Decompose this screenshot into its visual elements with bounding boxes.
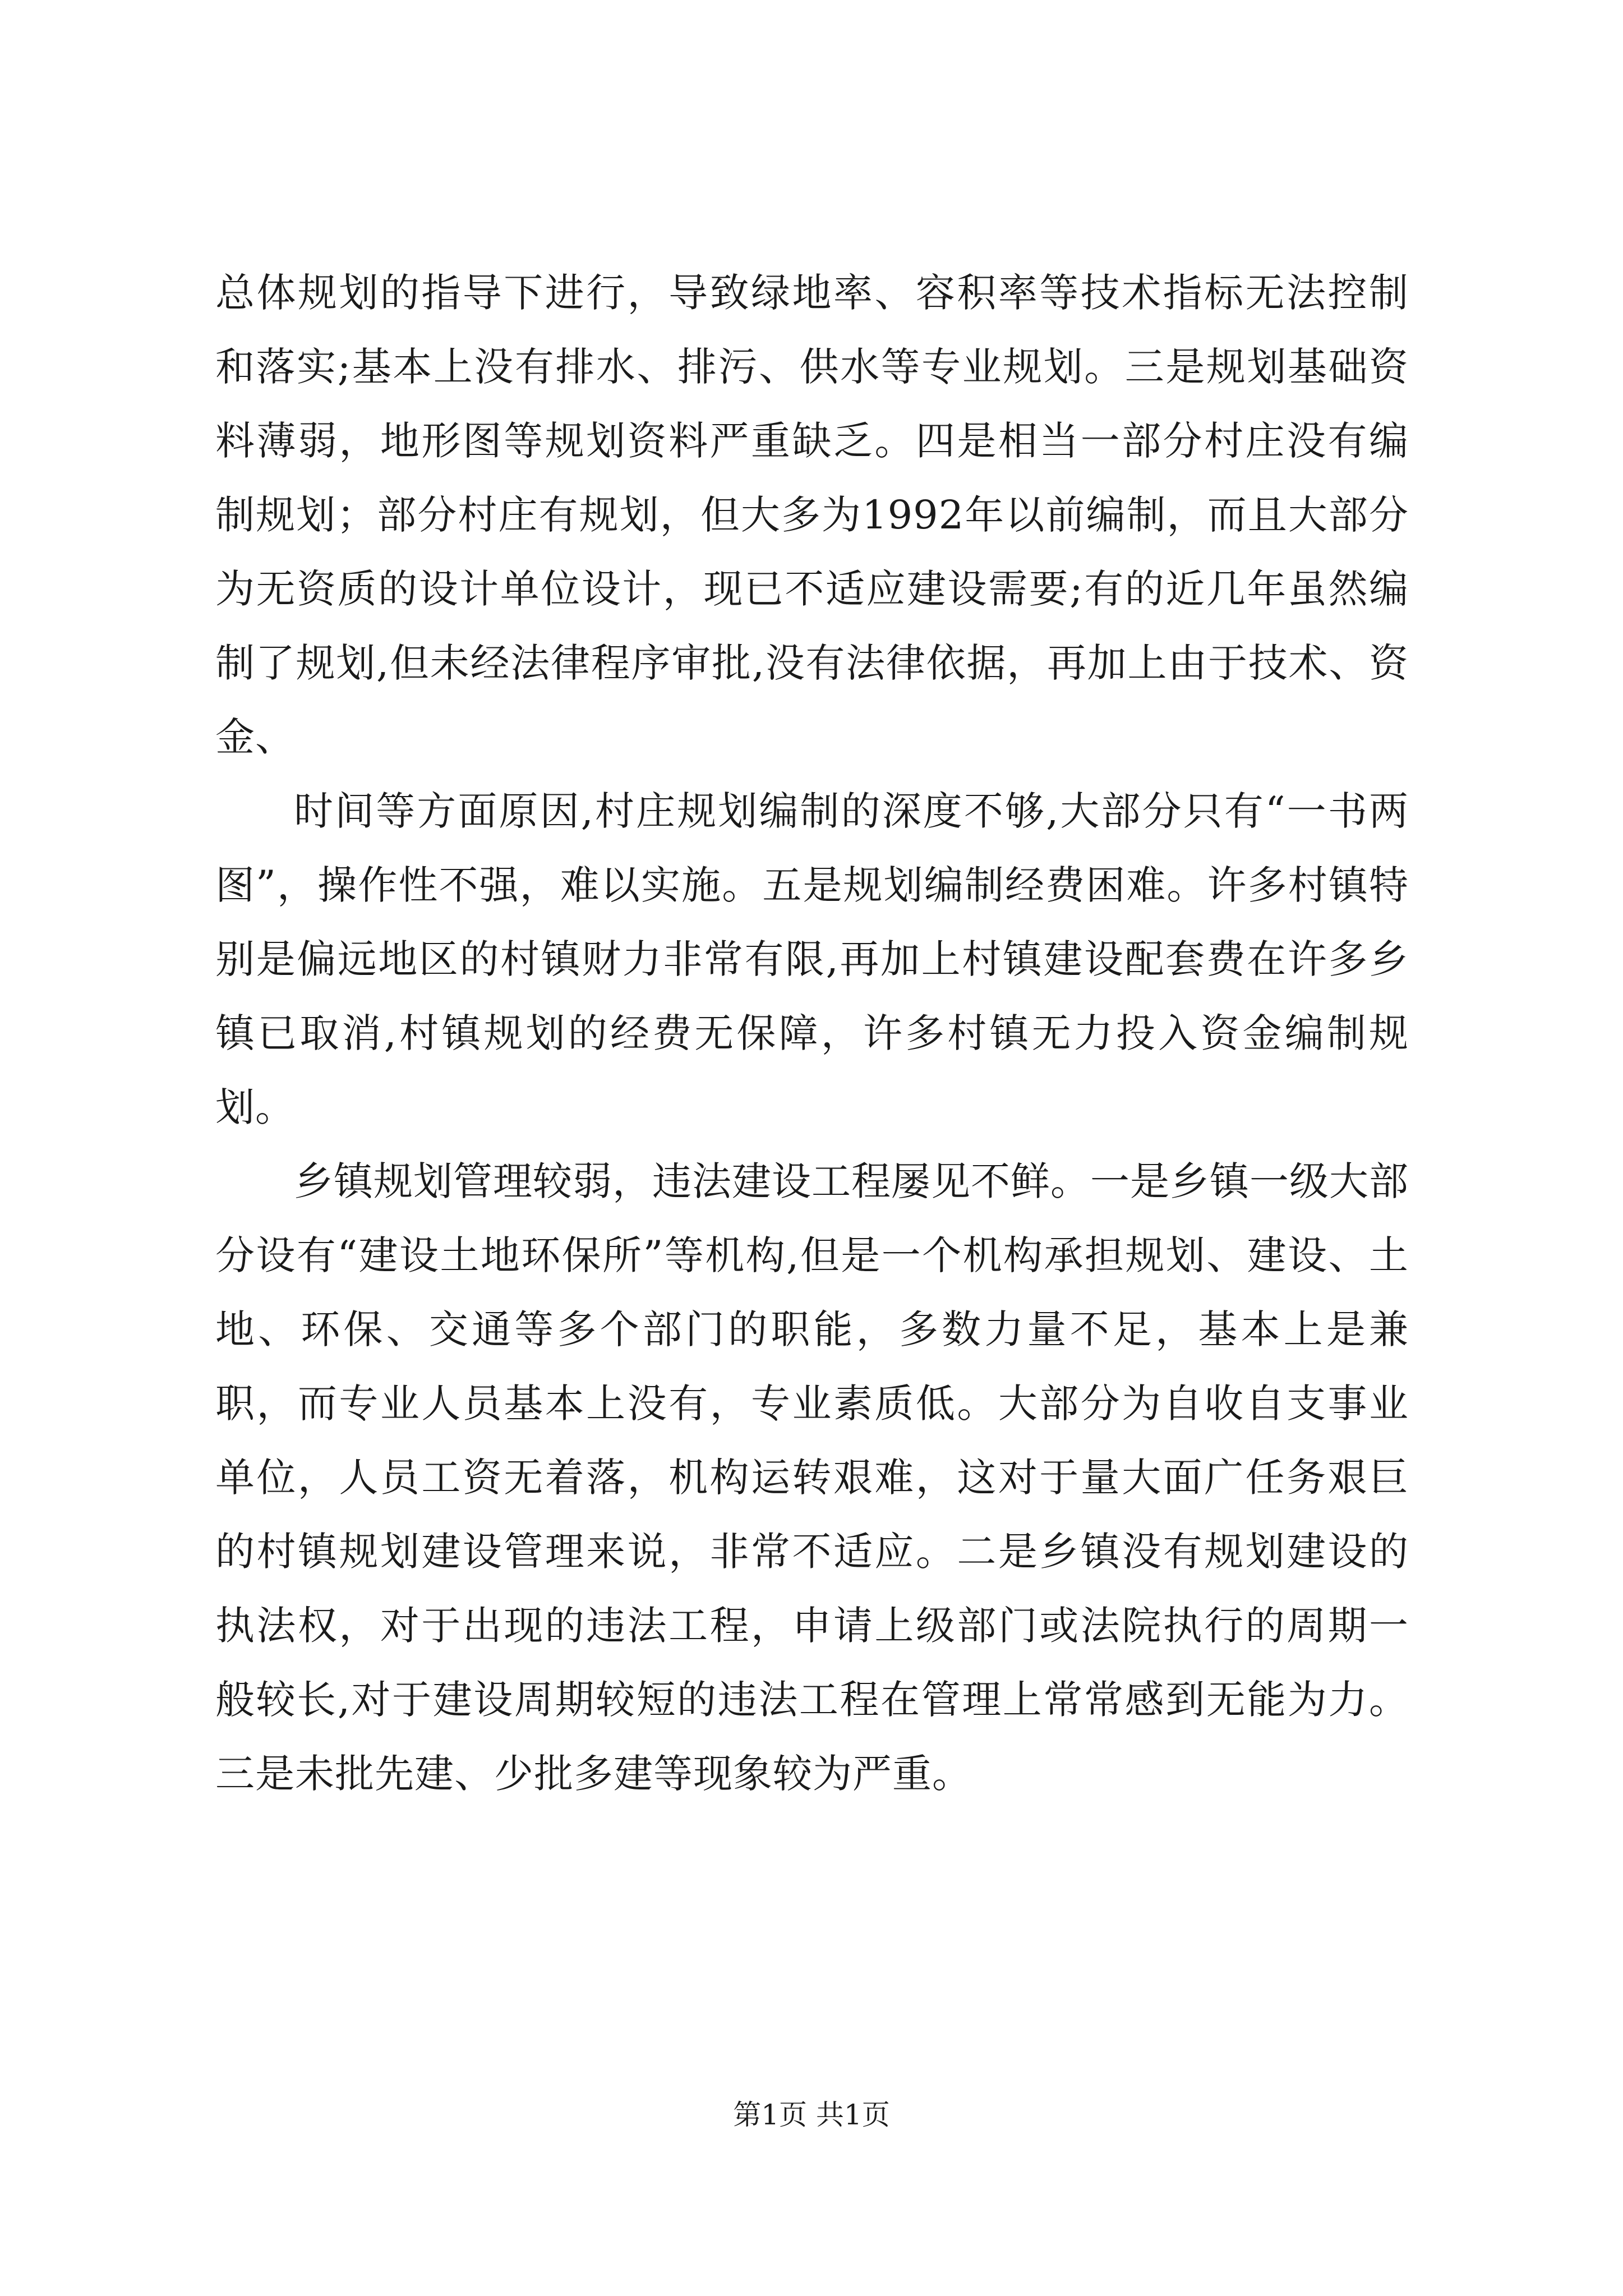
paragraph-township-management: 乡镇规划管理较弱，违法建设工程屡见不鲜。一是乡镇一级大部分设有“建设土地环保所”等机构,但是一个机构承担规划、建设、土地、环保、交通等多个部门的职能，多数力量不足，基本上是兼职，而专业人员基本上没有，专业素质低。大部分为自收自支事业单位，人员工资无着落，机构运转艰难，这对于量大面广任务艰巨的村镇规划建设管理来说，非常不适应。二是乡镇没有规划建设的执法权，对于出现的违法工程，申请上级部门或法院执行的周期一般较长,对于建设周期较短的违法工程在管理上常常感到无能为力。三是未批先建、少批多建等现象较为严重。	[215, 1158, 1409, 1797]
document-body	[215, 256, 1409, 1811]
paragraph-continuation: 总体规划的指导下进行，导致绿地率、容积率等技术指标无法控制和落实;基本上没有排水、排污、供水等专业规划。三是规划基础资料薄弱，地形图等规划资料严重缺乏。四是相当一部分村庄没有编制规划；部分村庄有规划，但大多为1992年以前编制，而且大部分为无资质的设计单位设计，现已不适应建设需要;有的近几年虽然编制了规划,但未经法律程序审批,没有法律依据，再加上由于技术、资金、	[215, 270, 1409, 760]
paragraph-planning-depth: 时间等方面原因,村庄规划编制的深度不够,大部分只有“一书两图”，操作性不强，难以实施。五是规划编制经费困难。许多村镇特别是偏远地区的村镇财力非常有限,再加上村镇建设配套费在许多乡镇已取消,村镇规划的经费无保障，许多村镇无力投入资金编制规划。	[215, 788, 1409, 1130]
page-footer: 第1页 共1页	[733, 2099, 890, 2131]
